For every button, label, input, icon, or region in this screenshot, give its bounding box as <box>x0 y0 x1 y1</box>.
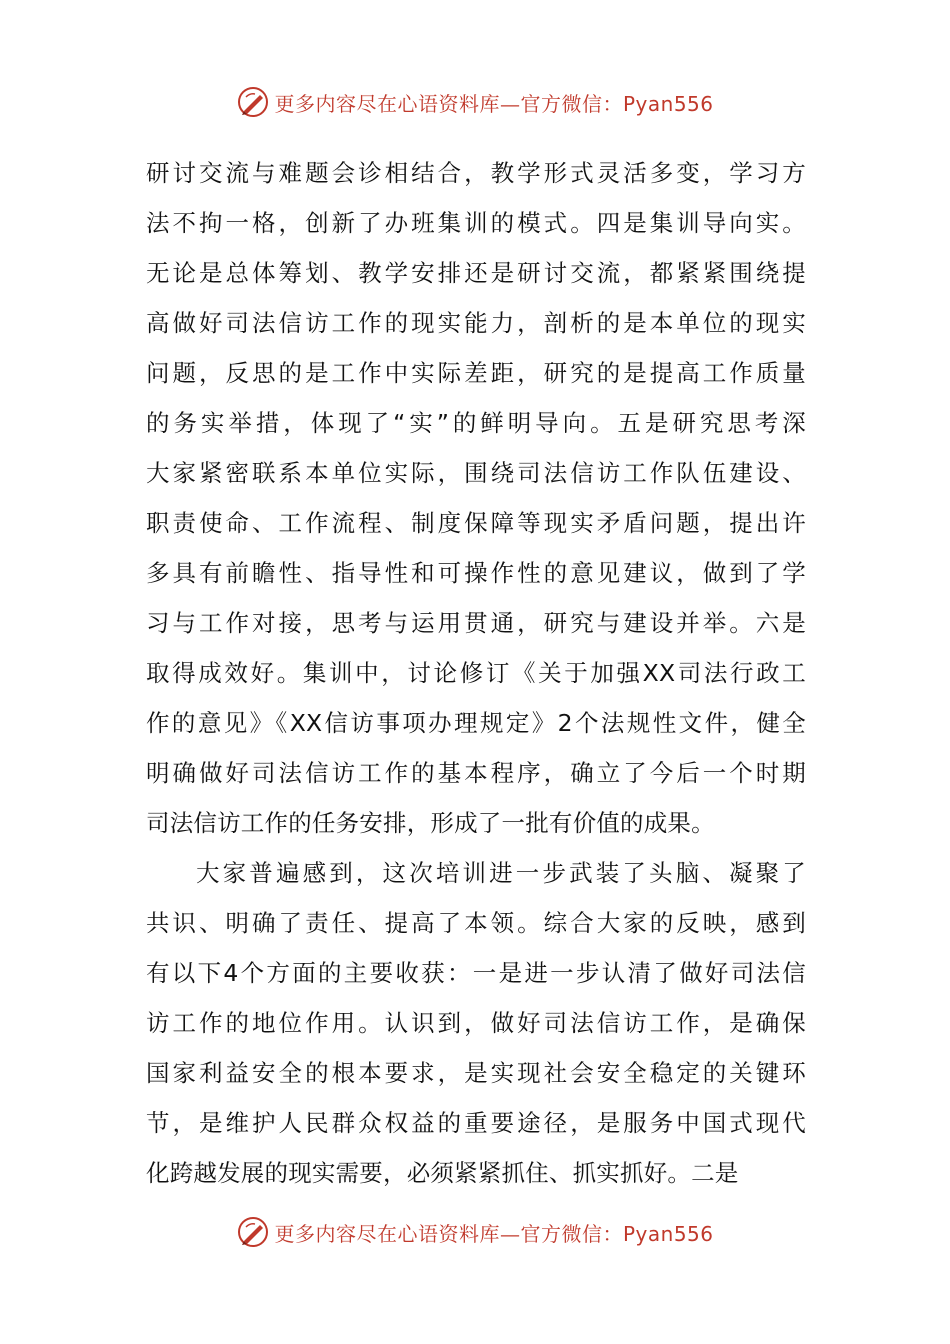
text-line: 节，是维护人民群众权益的重要途径，是服务中国式现代 <box>146 1109 806 1137</box>
paragraph <box>146 148 806 848</box>
pen-logo-icon <box>236 1215 270 1249</box>
text-line: 职责使命、工作流程、制度保障等现实矛盾问题，提出许 <box>146 509 806 537</box>
text-line: 问题，反思的是工作中实际差距，研究的是提高工作质量 <box>146 359 806 387</box>
text-line: 化跨越发展的现实需要，必须紧紧抓住、抓实抓好。二是 <box>146 1159 739 1187</box>
text-line: 的务实举措，体现了“实”的鲜明导向。五是研究思考深 <box>146 409 806 437</box>
text-line: 多具有前瞻性、指导性和可操作性的意见建议，做到了学 <box>146 559 806 587</box>
text-line: 大家普遍感到，这次培训进一步武装了头脑、凝聚了 <box>196 859 806 887</box>
text-line: 国家利益安全的根本要求，是实现社会安全稳定的关键环 <box>146 1059 806 1087</box>
watermark-text: 更多内容尽在心语资料库—官方微信：Pyan556 <box>274 91 714 116</box>
text-line: 共识、明确了责任、提高了本领。综合大家的反映，感到 <box>146 909 806 937</box>
text-line: 高做好司法信访工作的现实能力，剖析的是本单位的现实 <box>146 309 806 337</box>
text-line: 作的意见》《XX信访事项办理规定》2个法规性文件，健全 <box>146 709 806 737</box>
text-line: 研讨交流与难题会诊相结合，教学形式灵活多变，学习方 <box>146 159 806 187</box>
text-line: 习与工作对接，思考与运用贯通，研究与建设并举。六是 <box>146 609 806 637</box>
text-line: 无论是总体筹划、教学安排还是研讨交流，都紧紧围绕提 <box>146 259 806 287</box>
text-line: 取得成效好。集训中，讨论修订《关于加强XX司法行政工 <box>146 659 806 687</box>
text-line: 明确做好司法信访工作的基本程序，确立了今后一个时期 <box>146 759 806 787</box>
text-line: 司法信访工作的任务安排，形成了一批有价值的成果。 <box>146 809 715 837</box>
watermark-text: 更多内容尽在心语资料库—官方微信：Pyan556 <box>274 1221 714 1246</box>
text-line: 大家紧密联系本单位实际，围绕司法信访工作队伍建设、 <box>146 459 806 487</box>
text-line: 有以下4个方面的主要收获：一是进一步认清了做好司法信 <box>146 959 806 987</box>
pen-logo-icon <box>236 85 270 119</box>
text-line: 访工作的地位作用。认识到，做好司法信访工作，是确保 <box>146 1009 806 1037</box>
watermark-contact: Pyan556 <box>622 1221 714 1246</box>
watermark-contact: Pyan556 <box>622 91 714 116</box>
text-line: 法不拘一格，创新了办班集训的模式。四是集训导向实。 <box>146 209 806 237</box>
header-watermark <box>0 82 950 122</box>
paragraph <box>146 848 806 1198</box>
document-body <box>146 148 806 1198</box>
footer-watermark <box>0 1212 950 1252</box>
